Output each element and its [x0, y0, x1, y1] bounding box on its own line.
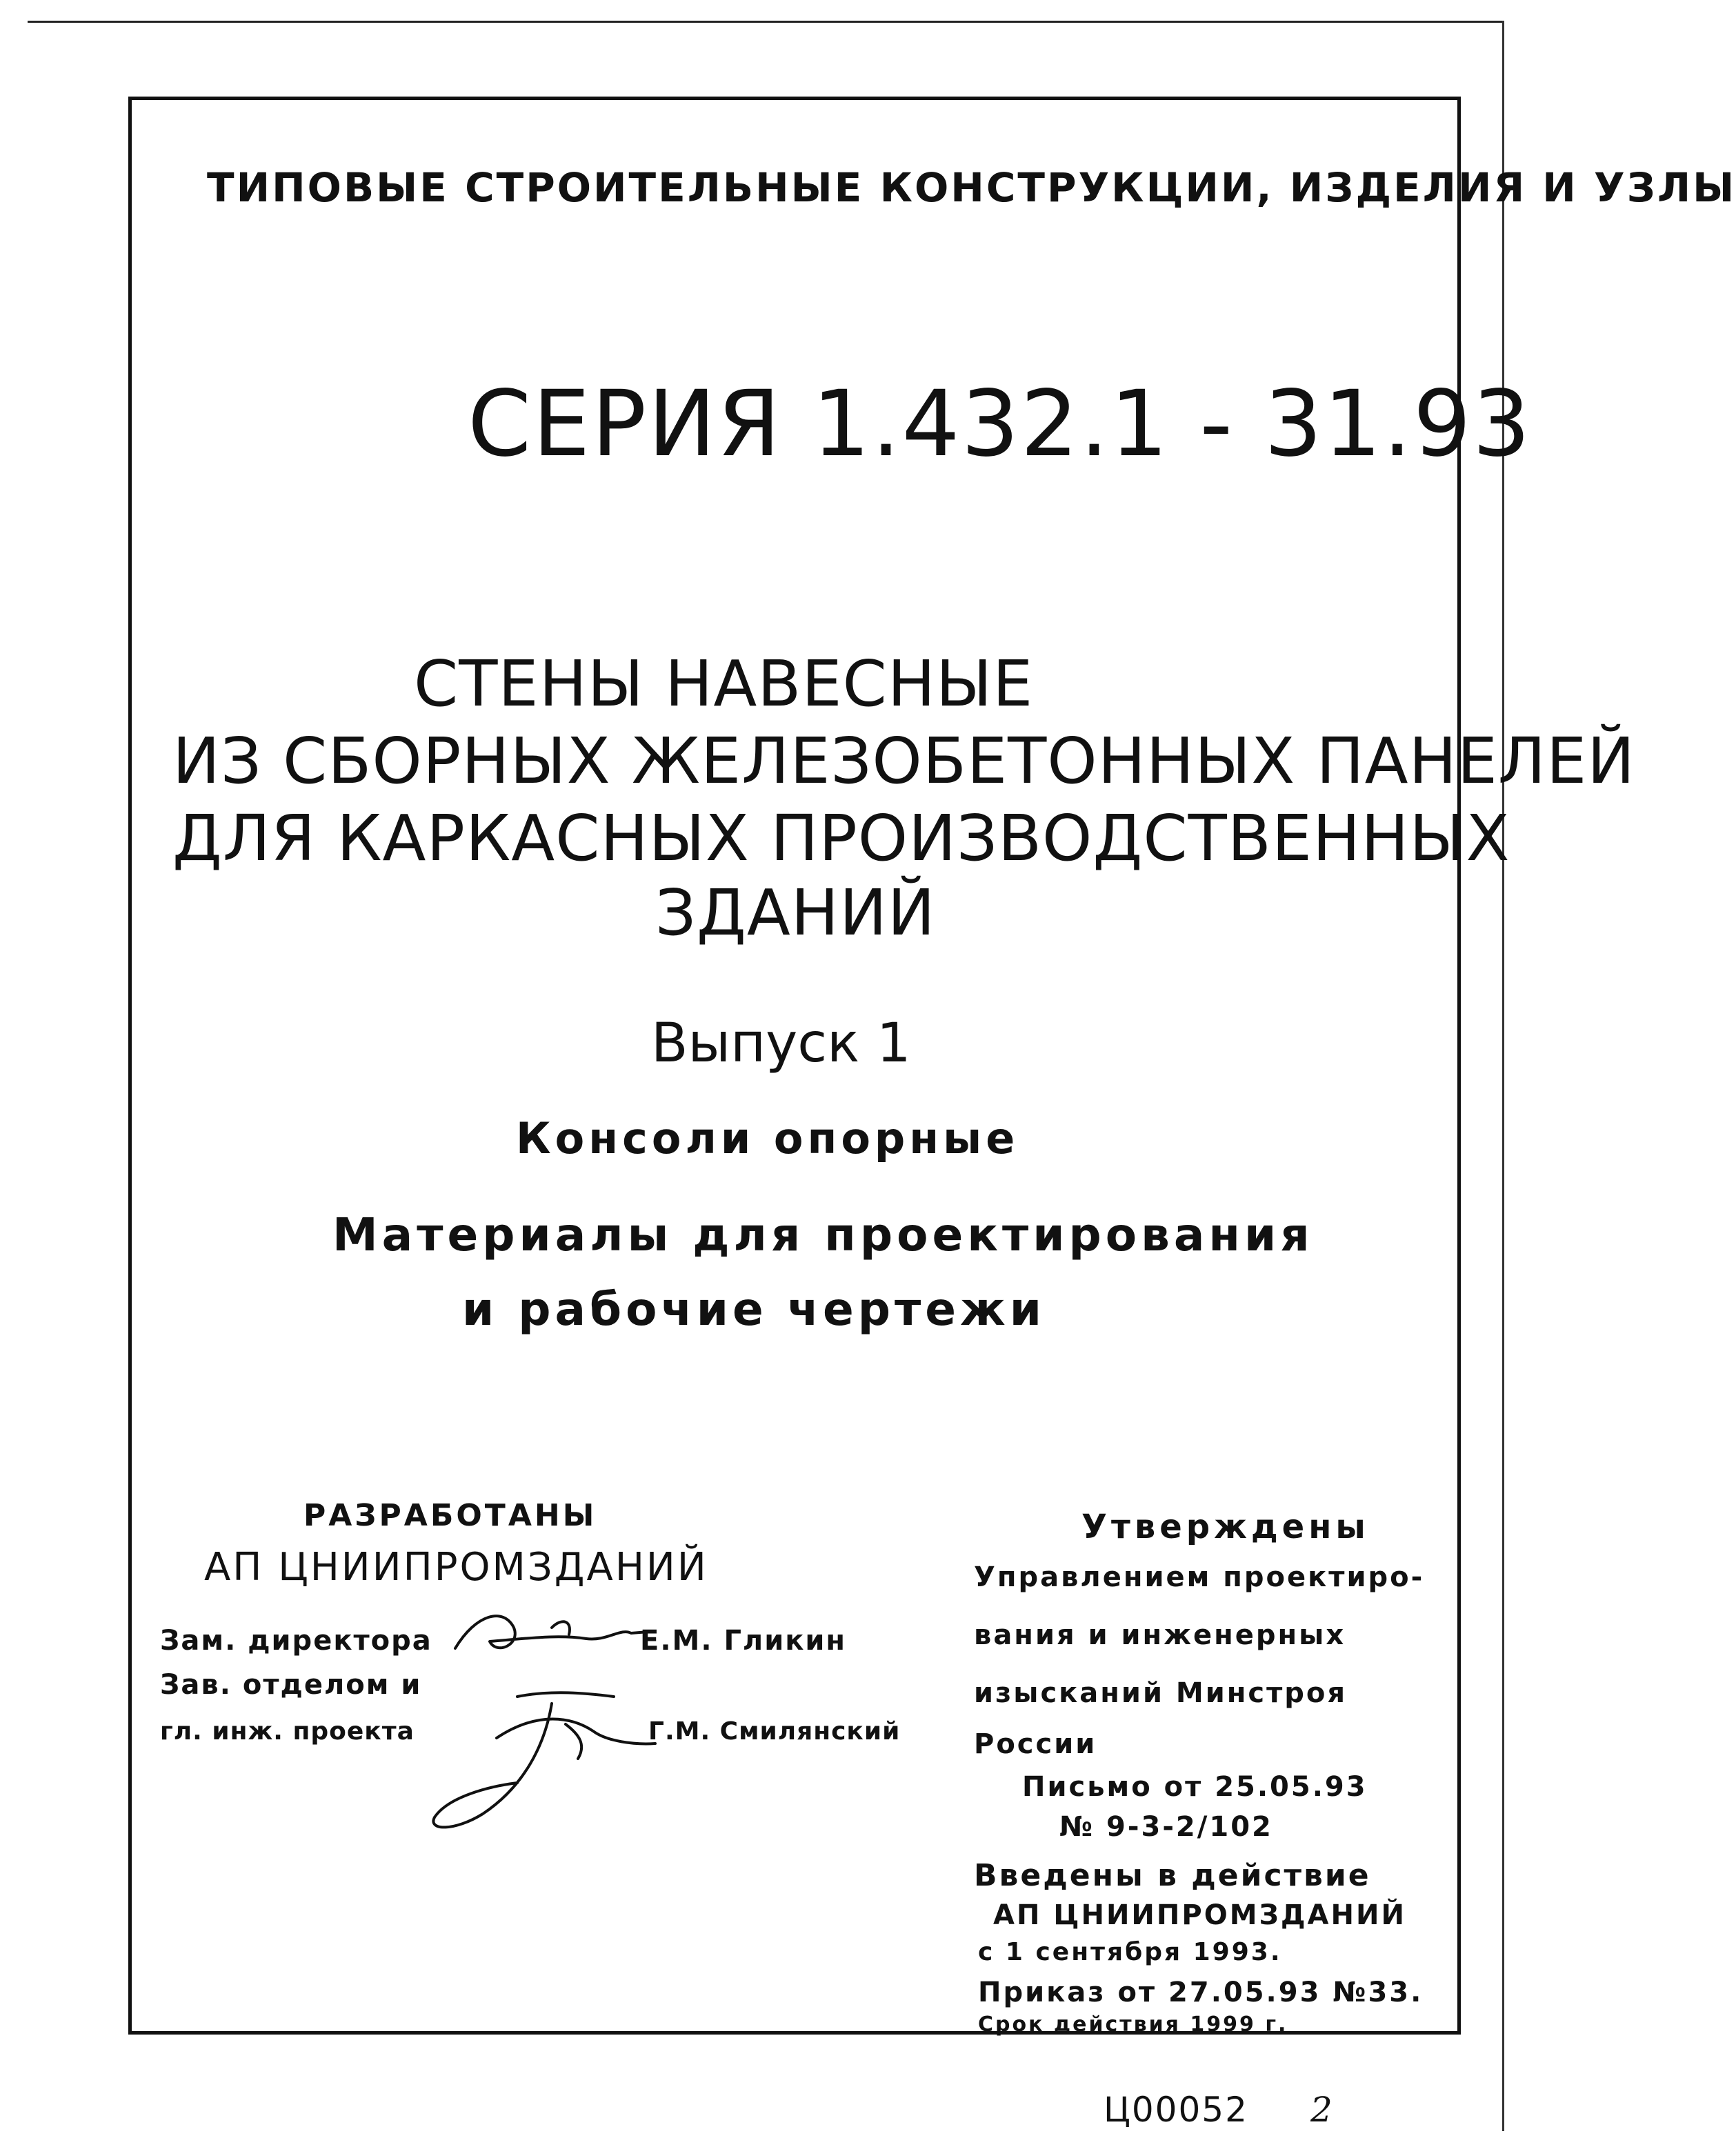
materials-line-1: Материалы для проектирования	[332, 1208, 1314, 1261]
approved-heading: Утверждены	[1081, 1508, 1370, 1546]
approval-letter-number: № 9-3-2/102	[1059, 1811, 1273, 1843]
approved-line-1: Управлением проектиро-	[974, 1561, 1425, 1593]
main-title-line-3: ДЛЯ КАРКАСНЫХ ПРОИЗВОДСТВЕННЫХ	[172, 801, 1510, 875]
approval-letter: Письмо от 25.05.93	[1022, 1771, 1368, 1803]
developer-role-2: Зав. отделом и	[160, 1669, 422, 1701]
developer-org: АП ЦНИИПРОМЗДАНИЙ	[204, 1545, 708, 1590]
enacted-line: Введены в действие	[974, 1858, 1371, 1893]
approved-line-2: вания и инженерных	[974, 1619, 1346, 1651]
issue-subtitle: Консоли опорные	[516, 1113, 1019, 1163]
developer-name-2: Г.М. Смилянский	[648, 1717, 901, 1746]
right-border-line	[1502, 21, 1504, 2131]
materials-line-2: и рабочие чертежи	[462, 1283, 1046, 1336]
main-title-line-1: СТЕНЫ НАВЕСНЫЕ	[414, 647, 1034, 721]
developer-name-1: Е.М. Гликин	[640, 1625, 847, 1657]
main-title-line-2: ИЗ СБОРНЫХ ЖЕЛЕЗОБЕТОННЫХ ПАНЕЛЕЙ	[172, 724, 1636, 798]
order-line: Приказ от 27.05.93 №33.	[978, 1977, 1424, 2008]
approved-line-3: изысканий Минстроя	[974, 1677, 1348, 1709]
validity-line: Срок действия 1999 г.	[978, 2012, 1288, 2037]
top-border-line	[28, 21, 1504, 23]
page-number: 2	[1310, 2090, 1333, 2130]
enacted-date: с 1 сентября 1993.	[978, 1938, 1282, 1966]
developer-role-3: гл. инж. проекта	[160, 1717, 415, 1746]
signature-2	[414, 1683, 662, 1841]
developer-role-1: Зам. директора	[160, 1625, 432, 1657]
signature-1	[448, 1600, 655, 1662]
series-number: СЕРИЯ 1.432.1 - 31.93	[468, 371, 1532, 477]
document-code: Ц00052	[1104, 2090, 1248, 2130]
enacted-org: АП ЦНИИПРОМЗДАНИЙ	[993, 1899, 1406, 1931]
approved-line-4: России	[974, 1728, 1097, 1760]
developed-heading: РАЗРАБОТАНЫ	[303, 1498, 597, 1533]
series-category-header: ТИПОВЫЕ СТРОИТЕЛЬНЫЕ КОНСТРУКЦИИ, ИЗДЕЛИЯ И УЗЛЫ	[207, 164, 1736, 211]
issue-number: Выпуск 1	[651, 1012, 911, 1075]
main-title-line-4: ЗДАНИЙ	[655, 876, 936, 950]
